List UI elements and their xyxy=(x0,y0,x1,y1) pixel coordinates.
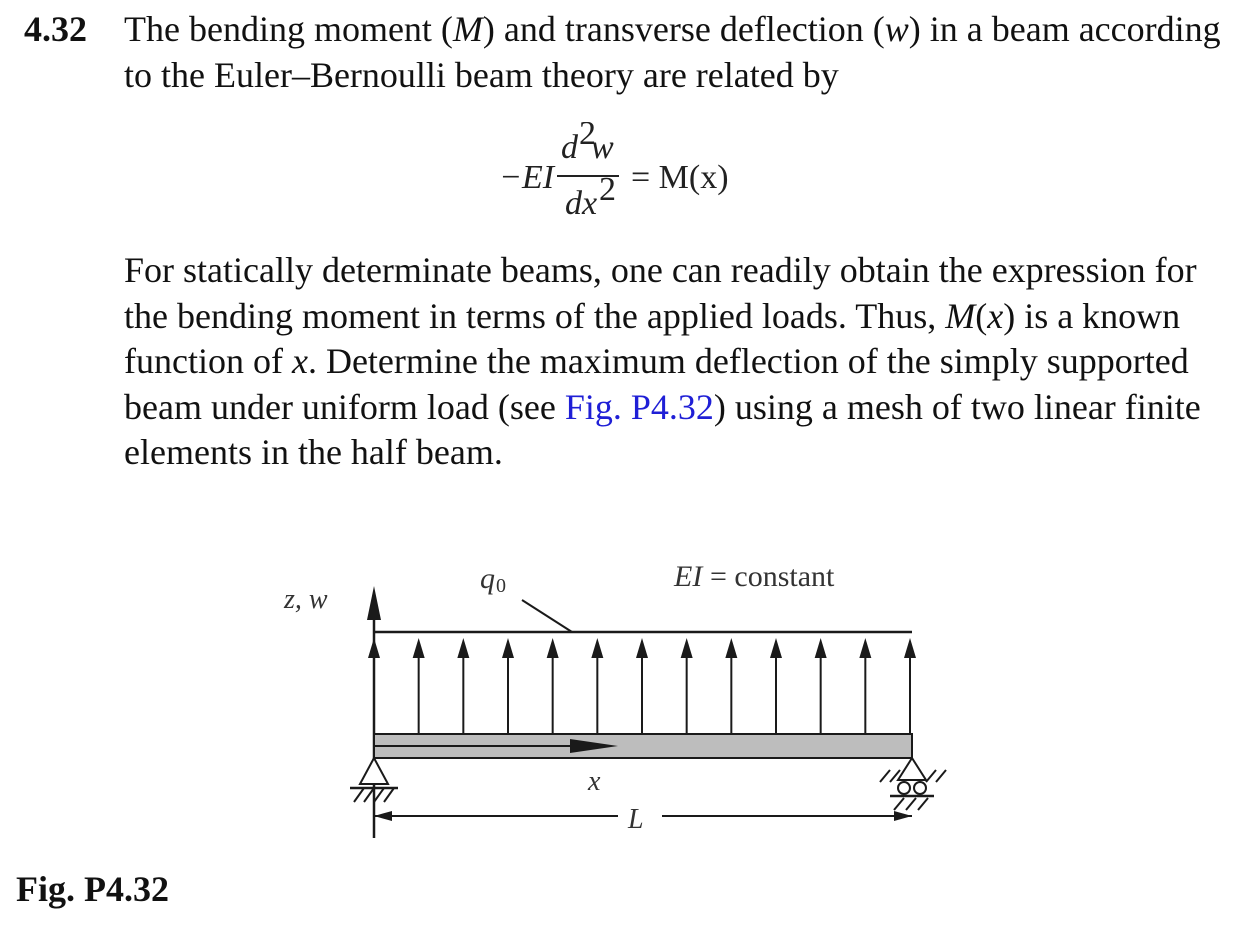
para2-symbol-M: M xyxy=(945,295,976,336)
load-arrow-head xyxy=(859,638,871,658)
equation-numerator-d: d xyxy=(561,129,578,166)
intro-text-3: ) in a beam according to the Euler–Bernoulli beam theory are related by xyxy=(124,9,1221,95)
span-arrow-right xyxy=(894,811,912,821)
load-arrows xyxy=(368,638,916,734)
equation-lhs-prefix: −EI xyxy=(499,159,555,196)
load-arrow-head xyxy=(681,638,693,658)
intro-text-1: The bending moment ( xyxy=(124,9,453,49)
load-arrow-head xyxy=(502,638,514,658)
para2-text-1: For statically determinate beams, one can readily obtain the expression for the bending moment in terms of the applied loads. Thus, xyxy=(124,250,1197,336)
ei-constant-text: = constant xyxy=(710,560,835,593)
equation-denominator-dx: dx xyxy=(565,185,598,222)
problem-paragraph-2 xyxy=(124,248,1224,476)
figure-caption: Fig. P4.32 xyxy=(16,869,169,909)
load-leader-line xyxy=(522,600,572,632)
equation-denominator-sup: 2 xyxy=(599,171,616,208)
load-arrow-head xyxy=(904,638,916,658)
equation-numerator-sup: 2 xyxy=(579,122,596,152)
pin-support xyxy=(360,758,388,784)
load-arrow-head xyxy=(770,638,782,658)
para2-text-4: ) using a mesh of two linear finite elements in the half beam. xyxy=(124,386,1201,472)
load-arrow-head xyxy=(413,638,425,658)
roller-wheel-right xyxy=(914,782,926,794)
load-label-q: q xyxy=(480,562,495,595)
para2-text-3: . Determine the maximum deflection of the simply supported beam under uniform load (see xyxy=(124,341,1189,427)
x-axis-label: x xyxy=(588,766,601,797)
span-arrow-left xyxy=(374,811,392,821)
roller-wheel-left xyxy=(898,782,910,794)
load-arrow-head xyxy=(725,638,737,658)
figure-link[interactable]: Fig. P4.32 xyxy=(564,386,714,427)
load-arrow-head xyxy=(457,638,469,658)
load-arrow-head xyxy=(547,638,559,658)
symbol-M: M xyxy=(452,9,483,49)
beam-equation xyxy=(495,122,755,222)
equation-rhs: = M(x) xyxy=(631,159,729,196)
beam-figure xyxy=(270,548,970,848)
para2-symbol-x: x xyxy=(291,341,308,381)
symbol-w: w xyxy=(884,9,909,49)
para2-paren-open: ( xyxy=(975,295,988,336)
para2-symbol-x-arg: x xyxy=(987,295,1004,336)
problem-statement xyxy=(124,6,1224,98)
roller-support xyxy=(898,758,926,780)
ei-symbol: EI xyxy=(674,560,703,593)
load-label-subscript: 0 xyxy=(496,575,506,597)
load-arrow-head xyxy=(368,638,380,658)
problem-number: 4.32 xyxy=(24,9,87,49)
problem-intro xyxy=(124,6,1224,98)
span-label: L xyxy=(628,804,644,835)
equation-numerator-w: w xyxy=(591,129,614,166)
z-axis-arrowhead xyxy=(367,586,381,620)
paragraph-2-text xyxy=(124,248,1224,476)
para2-text-2: is a known function of xyxy=(124,295,1181,381)
load-arrow-head xyxy=(636,638,648,658)
load-arrow-head xyxy=(591,638,603,658)
load-arrow-head xyxy=(815,638,827,658)
para2-paren-close: ) xyxy=(1003,295,1016,336)
axis-label-zw: z, w xyxy=(284,584,328,615)
intro-text-2: ) and transverse deflection ( xyxy=(482,9,885,49)
